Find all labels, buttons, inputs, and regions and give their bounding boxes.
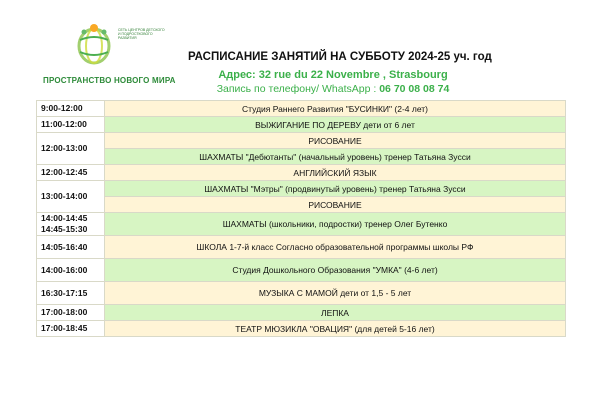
logo-name: ПРОСТРАНСТВО НОВОГО МИРА	[43, 76, 176, 85]
phone-number: 06 70 08 08 74	[379, 83, 450, 95]
activity-cell: ЛЕПКА	[105, 305, 566, 321]
time-cell: 14:05-16:40	[37, 236, 105, 259]
table-row	[37, 282, 566, 305]
table-row	[37, 101, 566, 117]
table-row	[37, 197, 566, 213]
time-cell: 12:00-12:45	[37, 165, 105, 181]
activity-cell: ШАХМАТЫ (школьники, подростки) тренер Олег Бутенко	[105, 213, 566, 236]
time-cell: 13:00-14:00	[37, 181, 105, 213]
time-slot: 14:45-15:30	[41, 224, 88, 234]
activity-cell: Студия Раннего Развития "БУСИНКИ" (2-4 лет)	[105, 101, 566, 117]
activity-cell: ШКОЛА 1-7-й класс Согласно образовательной программы школы РФ	[105, 236, 566, 259]
time-cell: 11:00-12:00	[37, 117, 105, 133]
phone-label: Запись по телефону/ WhatsApp :	[216, 83, 377, 95]
activity-cell: ТЕАТР МЮЗИКЛА "ОВАЦИЯ" (для детей 5-16 лет)	[105, 321, 566, 337]
activity-cell: АНГЛИЙСКИЙ ЯЗЫК	[105, 165, 566, 181]
time-slot: 14:00-14:45	[41, 213, 88, 223]
globe-logo-icon	[74, 18, 118, 68]
page-title: РАСПИСАНИЕ ЗАНЯТИЙ НА СУББОТУ 2024-25 уч. год	[188, 51, 492, 63]
address: Адрес: 32 rue du 22 Novembre , Strasbourg	[218, 69, 448, 81]
table-row	[37, 305, 566, 321]
time-cell: 12:00-13:00	[37, 133, 105, 165]
table-row	[37, 117, 566, 133]
logo	[40, 18, 190, 88]
activity-cell: РИСОВАНИЕ	[105, 133, 566, 149]
table-row	[37, 259, 566, 282]
time-cell: 9:00-12:00	[37, 101, 105, 117]
time-cell: 14:00-16:00	[37, 259, 105, 282]
time-cell: 16:30-17:15	[37, 282, 105, 305]
table-row	[37, 149, 566, 165]
time-cell: 17:00-18:45	[37, 321, 105, 337]
activity-cell: ШАХМАТЫ "Мэтры" (продвинутый уровень) тренер Татьяна Зусси	[105, 181, 566, 197]
activity-cell: Студия Дошкольного Образования "УМКА" (4-6 лет)	[105, 259, 566, 282]
table-row	[37, 236, 566, 259]
table-row	[37, 165, 566, 181]
table-row	[37, 133, 566, 149]
activity-cell: РИСОВАНИЕ	[105, 197, 566, 213]
time-cell	[37, 213, 105, 236]
time-cell: 17:00-18:00	[37, 305, 105, 321]
activity-cell: МУЗЫКА С МАМОЙ дети от 1,5 - 5 лет	[105, 282, 566, 305]
activity-cell: ШАХМАТЫ "Дебютанты" (начальный уровень) тренер Татьяна Зусси	[105, 149, 566, 165]
schedule-table	[36, 100, 566, 337]
phone-line	[188, 83, 478, 95]
table-row	[37, 213, 566, 236]
table-row	[37, 321, 566, 337]
logo-tagline: СЕТЬ ЦЕНТРОВ ДЕТСКОГО И ПОДРОСТКОВОГО РАЗВИТИЯ	[118, 28, 165, 40]
table-row	[37, 181, 566, 197]
activity-cell: ВЫЖИГАНИЕ ПО ДЕРЕВУ дети от 6 лет	[105, 117, 566, 133]
